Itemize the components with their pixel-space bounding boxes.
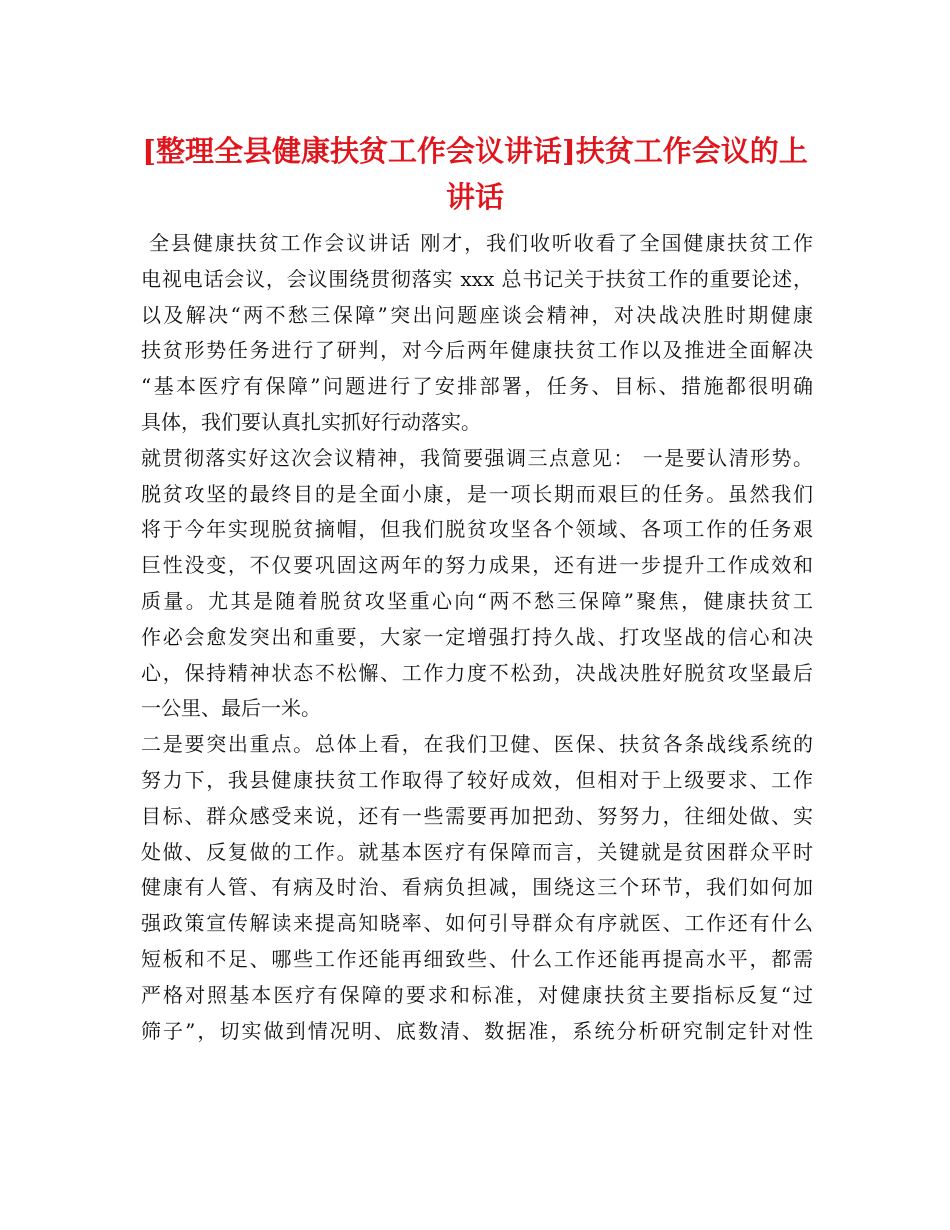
paragraph-3 xyxy=(141,727,813,1049)
paragraph-2 xyxy=(141,441,813,727)
text-line: 处做、反复做的工作。就基本医疗有保障而言，关键就是贫困群众平时 xyxy=(141,839,813,864)
text-line: 电视电话会议，会议围绕贯彻落实 xxx 总书记关于扶贫工作的重要论述， xyxy=(141,266,813,291)
text-line: 心，保持精神状态不松懈、工作力度不松劲，决战决胜好脱贫攻坚最后 xyxy=(141,660,813,685)
text-line: 全县健康扶贫工作会议讲话 刚才，我们收听收看了全国健康扶贫工作 xyxy=(149,231,813,255)
text-line: 将于今年实现脱贫摘帽，但我们脱贫攻坚各个领域、各项工作的任务艰 xyxy=(141,517,813,542)
text-line: 严格对照基本医疗有保障的要求和标准，对健康扶贫主要指标反复“过 xyxy=(141,982,813,1007)
text-line: 就贯彻落实好这次会议精神，我简要强调三点意见： 一是要认清形势。 xyxy=(141,445,813,470)
text-line: 二是要突出重点。总体上看，在我们卫健、医保、扶贫各条战线系统的 xyxy=(141,732,813,757)
text-line: 健康有人管、有病及时治、看病负担减，围绕这三个环节，我们如何加 xyxy=(141,875,813,900)
document-body xyxy=(141,226,813,1049)
title-line-1: [整理全县健康扶贫工作会议讲话]扶贫工作会议的上 xyxy=(142,134,808,168)
paragraph-1 xyxy=(141,226,813,441)
text-line: 强政策宣传解读来提高知晓率、如何引导群众有序就医、工作还有什么 xyxy=(141,911,813,936)
text-line: 质量。尤其是随着脱贫攻坚重心向“两不愁三保障”聚焦，健康扶贫工 xyxy=(141,588,813,613)
document-title xyxy=(100,128,850,220)
text-line: 巨性没变，不仅要巩固这两年的努力成果，还有进一步提升工作成效和 xyxy=(141,553,813,578)
text-line: “基本医疗有保障”问题进行了安排部署，任务、目标、措施都很明确 xyxy=(141,374,813,399)
text-line: 具体，我们要认真扎实抓好行动落实。 xyxy=(141,409,481,434)
text-line: 短板和不足、哪些工作还能再细致些、什么工作还能再提高水平，都需 xyxy=(141,946,813,971)
text-line: 目标、群众感受来说，还有一些需要再加把劲、努努力，往细处做、实 xyxy=(141,803,813,828)
text-line: 脱贫攻坚的最终目的是全面小康，是一项长期而艰巨的任务。虽然我们 xyxy=(141,481,813,506)
text-line: 以及解决“两不愁三保障”突出问题座谈会精神，对决战决胜时期健康 xyxy=(141,302,813,327)
text-line: 努力下，我县健康扶贫工作取得了较好成效，但相对于上级要求、工作 xyxy=(141,767,813,792)
text-line: 筛子”，切实做到情况明、底数清、数据准，系统分析研究制定针对性 xyxy=(141,1018,813,1043)
text-line: 扶贫形势任务进行了研判，对今后两年健康扶贫工作以及推进全面解决 xyxy=(141,338,813,363)
title-line-2: 讲话 xyxy=(445,180,504,214)
text-line: 一公里、最后一米。 xyxy=(141,696,321,721)
text-line: 作必会愈发突出和重要，大家一定增强打持久战、打攻坚战的信心和决 xyxy=(141,624,813,649)
